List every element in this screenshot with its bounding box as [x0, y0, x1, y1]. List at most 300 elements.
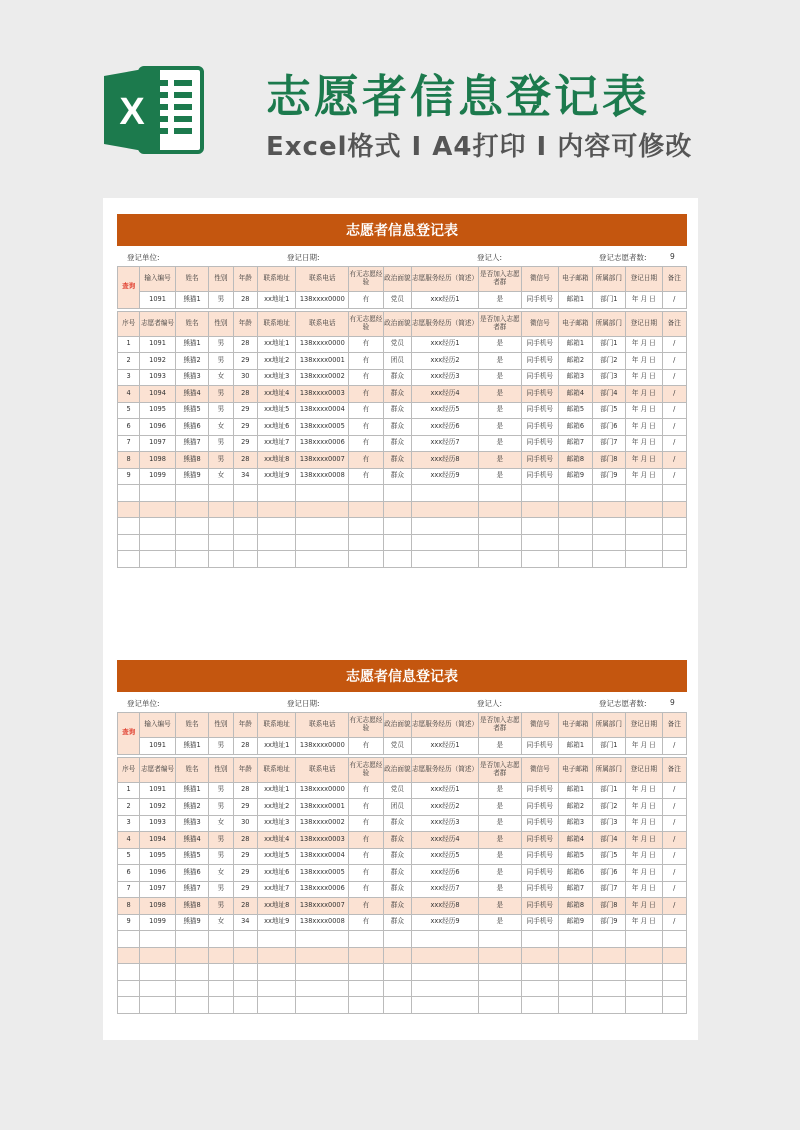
table-cell[interactable]: xx地址7	[257, 881, 296, 898]
table-cell[interactable]: 邮箱3	[559, 369, 592, 386]
table-cell[interactable]: 年 月 日	[626, 468, 663, 485]
table-cell[interactable]: 138xxxx0005	[296, 865, 349, 882]
table-cell[interactable]: 30	[233, 815, 257, 832]
table-cell[interactable]	[521, 947, 559, 964]
table-cell[interactable]: 熊猫5	[175, 402, 208, 419]
table-cell[interactable]	[626, 551, 663, 568]
table-cell[interactable]	[233, 534, 257, 551]
table-cell[interactable]	[233, 931, 257, 948]
table-cell[interactable]	[383, 964, 411, 981]
table-cell[interactable]: 同手机号	[521, 782, 559, 799]
table-cell[interactable]	[233, 964, 257, 981]
table-cell[interactable]: 年 月 日	[626, 799, 663, 816]
table-cell[interactable]: 年 月 日	[626, 336, 663, 353]
table-cell[interactable]: 年 月 日	[626, 881, 663, 898]
table-cell[interactable]	[175, 964, 208, 981]
table-cell[interactable]: 群众	[383, 848, 411, 865]
table-cell[interactable]: 是	[479, 782, 522, 799]
table-cell[interactable]: 团员	[383, 353, 411, 370]
table-cell[interactable]	[626, 980, 663, 997]
table-cell[interactable]	[479, 518, 522, 535]
table-cell[interactable]: 同手机号	[521, 402, 559, 419]
table-cell[interactable]: 是	[479, 815, 522, 832]
table-cell[interactable]: 有	[349, 815, 383, 832]
table-cell[interactable]	[592, 947, 625, 964]
table-cell[interactable]: 29	[233, 435, 257, 452]
table-cell[interactable]: 熊猫4	[175, 832, 208, 849]
table-cell[interactable]	[233, 980, 257, 997]
table-cell[interactable]: 群众	[383, 914, 411, 931]
table-cell[interactable]: 有	[349, 468, 383, 485]
table-cell[interactable]	[412, 964, 479, 981]
table-cell[interactable]: 1093	[140, 369, 175, 386]
table-cell[interactable]: 是	[479, 865, 522, 882]
table-cell[interactable]	[626, 501, 663, 518]
table-cell[interactable]	[592, 501, 625, 518]
table-cell[interactable]: 部门7	[592, 435, 625, 452]
table-cell[interactable]	[383, 485, 411, 502]
table-cell[interactable]	[233, 501, 257, 518]
table-cell[interactable]: 邮箱1	[559, 336, 592, 353]
table-cell[interactable]: 有	[349, 799, 383, 816]
table-cell[interactable]: 同手机号	[521, 865, 559, 882]
table-cell[interactable]	[383, 551, 411, 568]
table-cell[interactable]: 1098	[140, 898, 175, 915]
table-cell[interactable]: 同手机号	[521, 468, 559, 485]
table-cell[interactable]: 3	[118, 815, 140, 832]
table-cell[interactable]: xx地址5	[257, 848, 296, 865]
table-cell[interactable]: 是	[479, 336, 522, 353]
table-cell[interactable]: xxx经历5	[412, 402, 479, 419]
table-cell[interactable]: 邮箱8	[559, 898, 592, 915]
table-cell[interactable]	[140, 501, 175, 518]
table-cell[interactable]: 部门2	[592, 799, 625, 816]
table-cell[interactable]	[118, 980, 140, 997]
table-cell[interactable]: 熊猫8	[175, 898, 208, 915]
table-cell[interactable]	[118, 485, 140, 502]
table-cell[interactable]: 同手机号	[521, 914, 559, 931]
table-cell[interactable]: 138xxxx0001	[296, 799, 349, 816]
table-cell[interactable]: xx地址8	[257, 452, 296, 469]
table-cell[interactable]: 女	[209, 468, 233, 485]
table-cell[interactable]: 邮箱2	[559, 799, 592, 816]
table-cell[interactable]: 邮箱9	[559, 468, 592, 485]
table-cell[interactable]: 8	[118, 452, 140, 469]
table-cell[interactable]: 1095	[140, 848, 175, 865]
table-cell[interactable]: 熊猫3	[175, 369, 208, 386]
table-cell[interactable]: 男	[209, 782, 233, 799]
table-cell[interactable]: /	[662, 914, 686, 931]
table-cell[interactable]	[626, 518, 663, 535]
table-cell[interactable]: 年 月 日	[626, 419, 663, 436]
table-cell[interactable]: xx地址9	[257, 914, 296, 931]
table-cell[interactable]	[559, 997, 592, 1014]
table-cell[interactable]	[118, 534, 140, 551]
table-cell[interactable]: 邮箱6	[559, 419, 592, 436]
table-cell[interactable]	[118, 518, 140, 535]
table-cell[interactable]: 5	[118, 402, 140, 419]
table-cell[interactable]	[592, 997, 625, 1014]
table-cell[interactable]: 同手机号	[521, 419, 559, 436]
table-cell[interactable]: 群众	[383, 386, 411, 403]
table-cell[interactable]	[296, 518, 349, 535]
table-cell[interactable]	[296, 501, 349, 518]
table-cell[interactable]: 是	[479, 898, 522, 915]
table-cell[interactable]: 同手机号	[521, 815, 559, 832]
table-cell[interactable]: 8	[118, 898, 140, 915]
table-cell[interactable]: 男	[209, 898, 233, 915]
table-cell[interactable]: xxx经历3	[412, 369, 479, 386]
table-cell[interactable]: 同手机号	[521, 799, 559, 816]
table-cell[interactable]: 28	[233, 452, 257, 469]
table-cell[interactable]	[233, 551, 257, 568]
table-cell[interactable]	[257, 551, 296, 568]
table-cell[interactable]: 女	[209, 914, 233, 931]
table-cell[interactable]	[349, 980, 383, 997]
table-cell[interactable]: 有	[349, 419, 383, 436]
table-cell[interactable]: xx地址3	[257, 369, 296, 386]
table-cell[interactable]	[412, 485, 479, 502]
table-cell[interactable]	[140, 964, 175, 981]
table-cell[interactable]: 2	[118, 353, 140, 370]
table-cell[interactable]: xx地址5	[257, 402, 296, 419]
table-cell[interactable]: 熊猫4	[175, 386, 208, 403]
table-cell[interactable]	[349, 501, 383, 518]
table-cell[interactable]	[559, 964, 592, 981]
query-input[interactable]: 1091	[140, 292, 175, 309]
table-cell[interactable]	[349, 964, 383, 981]
table-cell[interactable]: 团员	[383, 799, 411, 816]
table-cell[interactable]: 9	[118, 914, 140, 931]
table-cell[interactable]: 群众	[383, 832, 411, 849]
table-cell[interactable]	[209, 551, 233, 568]
table-cell[interactable]: 男	[209, 353, 233, 370]
table-cell[interactable]: 年 月 日	[626, 898, 663, 915]
table-cell[interactable]: 是	[479, 914, 522, 931]
table-cell[interactable]: 邮箱3	[559, 815, 592, 832]
table-cell[interactable]: 男	[209, 832, 233, 849]
table-cell[interactable]	[383, 947, 411, 964]
table-cell[interactable]	[209, 518, 233, 535]
table-cell[interactable]: 部门1	[592, 336, 625, 353]
table-cell[interactable]: xxx经历1	[412, 782, 479, 799]
table-cell[interactable]: 29	[233, 353, 257, 370]
table-cell[interactable]	[592, 485, 625, 502]
table-cell[interactable]	[209, 485, 233, 502]
table-cell[interactable]	[118, 997, 140, 1014]
table-cell[interactable]	[559, 485, 592, 502]
table-cell[interactable]	[626, 947, 663, 964]
table-cell[interactable]: 部门5	[592, 402, 625, 419]
table-cell[interactable]: xxx经历8	[412, 898, 479, 915]
table-cell[interactable]	[559, 931, 592, 948]
table-cell[interactable]: 同手机号	[521, 452, 559, 469]
table-cell[interactable]	[296, 931, 349, 948]
table-cell[interactable]: 1095	[140, 402, 175, 419]
table-cell[interactable]: 138xxxx0006	[296, 435, 349, 452]
table-cell[interactable]: 部门8	[592, 898, 625, 915]
table-cell[interactable]	[140, 997, 175, 1014]
table-cell[interactable]: 138xxxx0005	[296, 419, 349, 436]
table-cell[interactable]: 男	[209, 386, 233, 403]
table-cell[interactable]: 熊猫1	[175, 782, 208, 799]
table-cell[interactable]: 女	[209, 419, 233, 436]
table-cell[interactable]	[349, 997, 383, 1014]
table-cell[interactable]: 有	[349, 452, 383, 469]
table-cell[interactable]: 部门3	[592, 369, 625, 386]
table-cell[interactable]: 138xxxx0002	[296, 369, 349, 386]
table-cell[interactable]: 同手机号	[521, 848, 559, 865]
table-cell[interactable]: 138xxxx0004	[296, 848, 349, 865]
table-cell[interactable]	[140, 551, 175, 568]
table-cell[interactable]	[175, 518, 208, 535]
table-cell[interactable]: 29	[233, 848, 257, 865]
table-cell[interactable]	[479, 534, 522, 551]
table-cell[interactable]: 同手机号	[521, 881, 559, 898]
table-cell[interactable]	[412, 551, 479, 568]
table-cell[interactable]	[349, 534, 383, 551]
table-cell[interactable]: /	[662, 815, 686, 832]
table-cell[interactable]	[559, 551, 592, 568]
table-cell[interactable]: 1092	[140, 353, 175, 370]
table-cell[interactable]	[559, 947, 592, 964]
table-cell[interactable]	[592, 551, 625, 568]
table-cell[interactable]	[257, 997, 296, 1014]
table-cell[interactable]	[626, 485, 663, 502]
table-cell[interactable]: 有	[349, 402, 383, 419]
table-cell[interactable]: 男	[209, 881, 233, 898]
table-cell[interactable]: 28	[233, 386, 257, 403]
table-cell[interactable]: 邮箱9	[559, 914, 592, 931]
table-cell[interactable]	[296, 534, 349, 551]
table-cell[interactable]: 138xxxx0001	[296, 353, 349, 370]
query-input[interactable]: 1091	[140, 738, 175, 755]
table-cell[interactable]: 邮箱6	[559, 865, 592, 882]
table-cell[interactable]	[662, 485, 686, 502]
table-cell[interactable]: 1091	[140, 782, 175, 799]
table-cell[interactable]: 部门4	[592, 832, 625, 849]
table-cell[interactable]: 部门3	[592, 815, 625, 832]
table-cell[interactable]: 同手机号	[521, 386, 559, 403]
table-cell[interactable]: 群众	[383, 865, 411, 882]
table-cell[interactable]: /	[662, 386, 686, 403]
table-cell[interactable]	[349, 551, 383, 568]
table-cell[interactable]: 是	[479, 452, 522, 469]
table-cell[interactable]	[257, 980, 296, 997]
table-cell[interactable]	[662, 551, 686, 568]
table-cell[interactable]	[296, 485, 349, 502]
table-cell[interactable]: 1097	[140, 435, 175, 452]
table-cell[interactable]: 邮箱4	[559, 832, 592, 849]
table-cell[interactable]: xxx经历7	[412, 435, 479, 452]
table-cell[interactable]: 党员	[383, 782, 411, 799]
table-cell[interactable]: /	[662, 336, 686, 353]
table-cell[interactable]	[559, 534, 592, 551]
table-cell[interactable]: /	[662, 402, 686, 419]
table-cell[interactable]: 有	[349, 435, 383, 452]
table-cell[interactable]: 年 月 日	[626, 386, 663, 403]
table-cell[interactable]	[209, 997, 233, 1014]
table-cell[interactable]	[559, 518, 592, 535]
table-cell[interactable]: 2	[118, 799, 140, 816]
table-cell[interactable]: 是	[479, 419, 522, 436]
table-cell[interactable]: 熊猫6	[175, 419, 208, 436]
table-cell[interactable]: 有	[349, 914, 383, 931]
table-cell[interactable]	[118, 947, 140, 964]
table-cell[interactable]: 29	[233, 419, 257, 436]
table-cell[interactable]	[175, 980, 208, 997]
table-cell[interactable]: xx地址4	[257, 832, 296, 849]
table-cell[interactable]: xxx经历4	[412, 386, 479, 403]
table-cell[interactable]	[209, 931, 233, 948]
table-cell[interactable]: /	[662, 865, 686, 882]
table-cell[interactable]	[349, 485, 383, 502]
table-cell[interactable]	[175, 501, 208, 518]
table-cell[interactable]: 是	[479, 848, 522, 865]
table-cell[interactable]: 同手机号	[521, 898, 559, 915]
table-cell[interactable]: 女	[209, 865, 233, 882]
table-cell[interactable]: 138xxxx0000	[296, 336, 349, 353]
table-cell[interactable]: 年 月 日	[626, 402, 663, 419]
table-cell[interactable]: 28	[233, 782, 257, 799]
table-cell[interactable]: 138xxxx0007	[296, 898, 349, 915]
table-cell[interactable]	[233, 485, 257, 502]
table-cell[interactable]: 是	[479, 799, 522, 816]
table-cell[interactable]: xxx经历3	[412, 815, 479, 832]
table-cell[interactable]: 有	[349, 386, 383, 403]
table-cell[interactable]	[521, 485, 559, 502]
table-cell[interactable]: 熊猫7	[175, 881, 208, 898]
table-cell[interactable]: 年 月 日	[626, 848, 663, 865]
table-cell[interactable]: 有	[349, 881, 383, 898]
table-cell[interactable]: 群众	[383, 452, 411, 469]
table-cell[interactable]: 男	[209, 799, 233, 816]
table-cell[interactable]: 29	[233, 881, 257, 898]
table-cell[interactable]: 是	[479, 881, 522, 898]
table-cell[interactable]: xx地址1	[257, 782, 296, 799]
table-cell[interactable]: 女	[209, 369, 233, 386]
table-cell[interactable]: xxx经历4	[412, 832, 479, 849]
table-cell[interactable]: 男	[209, 336, 233, 353]
table-cell[interactable]	[383, 501, 411, 518]
table-cell[interactable]: 邮箱5	[559, 402, 592, 419]
table-cell[interactable]	[521, 534, 559, 551]
table-cell[interactable]	[521, 980, 559, 997]
table-cell[interactable]	[662, 964, 686, 981]
table-cell[interactable]: 熊猫2	[175, 799, 208, 816]
table-cell[interactable]	[592, 964, 625, 981]
table-cell[interactable]: 邮箱7	[559, 435, 592, 452]
table-cell[interactable]	[257, 931, 296, 948]
table-cell[interactable]: 年 月 日	[626, 865, 663, 882]
table-cell[interactable]: 1	[118, 782, 140, 799]
table-cell[interactable]	[662, 518, 686, 535]
table-cell[interactable]	[412, 947, 479, 964]
table-cell[interactable]: 1091	[140, 336, 175, 353]
table-cell[interactable]	[175, 534, 208, 551]
table-cell[interactable]: 1099	[140, 468, 175, 485]
table-cell[interactable]	[296, 551, 349, 568]
table-cell[interactable]: 男	[209, 452, 233, 469]
table-cell[interactable]: 年 月 日	[626, 782, 663, 799]
table-cell[interactable]	[209, 964, 233, 981]
table-cell[interactable]	[662, 534, 686, 551]
table-cell[interactable]	[479, 551, 522, 568]
table-cell[interactable]	[521, 931, 559, 948]
table-cell[interactable]: 138xxxx0008	[296, 914, 349, 931]
table-cell[interactable]: xxx经历9	[412, 468, 479, 485]
table-cell[interactable]: 部门7	[592, 881, 625, 898]
table-cell[interactable]: /	[662, 881, 686, 898]
table-cell[interactable]: 7	[118, 435, 140, 452]
table-cell[interactable]: 28	[233, 898, 257, 915]
table-cell[interactable]: 1097	[140, 881, 175, 898]
table-cell[interactable]	[626, 997, 663, 1014]
table-cell[interactable]: 138xxxx0007	[296, 452, 349, 469]
table-cell[interactable]: 138xxxx0002	[296, 815, 349, 832]
table-cell[interactable]: 邮箱2	[559, 353, 592, 370]
table-cell[interactable]: 29	[233, 402, 257, 419]
table-cell[interactable]	[479, 964, 522, 981]
table-cell[interactable]	[383, 534, 411, 551]
table-cell[interactable]: 年 月 日	[626, 832, 663, 849]
table-cell[interactable]: 1	[118, 336, 140, 353]
table-cell[interactable]	[479, 980, 522, 997]
table-cell[interactable]: xxx经历9	[412, 914, 479, 931]
table-cell[interactable]: 部门1	[592, 782, 625, 799]
table-cell[interactable]: xx地址6	[257, 419, 296, 436]
table-cell[interactable]: 同手机号	[521, 435, 559, 452]
table-cell[interactable]	[383, 980, 411, 997]
table-cell[interactable]: 群众	[383, 468, 411, 485]
table-cell[interactable]: xxx经历5	[412, 848, 479, 865]
table-cell[interactable]	[626, 534, 663, 551]
table-cell[interactable]: 6	[118, 865, 140, 882]
table-cell[interactable]: xx地址1	[257, 336, 296, 353]
table-cell[interactable]	[296, 947, 349, 964]
table-cell[interactable]: 群众	[383, 369, 411, 386]
table-cell[interactable]: 有	[349, 782, 383, 799]
table-cell[interactable]: xxx经历1	[412, 336, 479, 353]
table-cell[interactable]: /	[662, 435, 686, 452]
table-cell[interactable]: 同手机号	[521, 336, 559, 353]
table-cell[interactable]: 群众	[383, 898, 411, 915]
table-cell[interactable]: xx地址8	[257, 898, 296, 915]
table-cell[interactable]	[592, 931, 625, 948]
table-cell[interactable]	[349, 518, 383, 535]
table-cell[interactable]: 9	[118, 468, 140, 485]
table-cell[interactable]: /	[662, 353, 686, 370]
table-cell[interactable]	[662, 980, 686, 997]
table-cell[interactable]: 是	[479, 353, 522, 370]
table-cell[interactable]: /	[662, 369, 686, 386]
table-cell[interactable]: xx地址6	[257, 865, 296, 882]
table-cell[interactable]: 部门6	[592, 865, 625, 882]
table-cell[interactable]	[140, 980, 175, 997]
table-cell[interactable]: /	[662, 848, 686, 865]
table-cell[interactable]: 部门9	[592, 468, 625, 485]
table-cell[interactable]: 7	[118, 881, 140, 898]
table-cell[interactable]: 6	[118, 419, 140, 436]
table-cell[interactable]: /	[662, 898, 686, 915]
table-cell[interactable]	[559, 501, 592, 518]
table-cell[interactable]: /	[662, 832, 686, 849]
table-cell[interactable]: 有	[349, 353, 383, 370]
table-cell[interactable]	[257, 964, 296, 981]
table-cell[interactable]: 熊猫9	[175, 468, 208, 485]
table-cell[interactable]	[383, 997, 411, 1014]
table-cell[interactable]: 熊猫6	[175, 865, 208, 882]
